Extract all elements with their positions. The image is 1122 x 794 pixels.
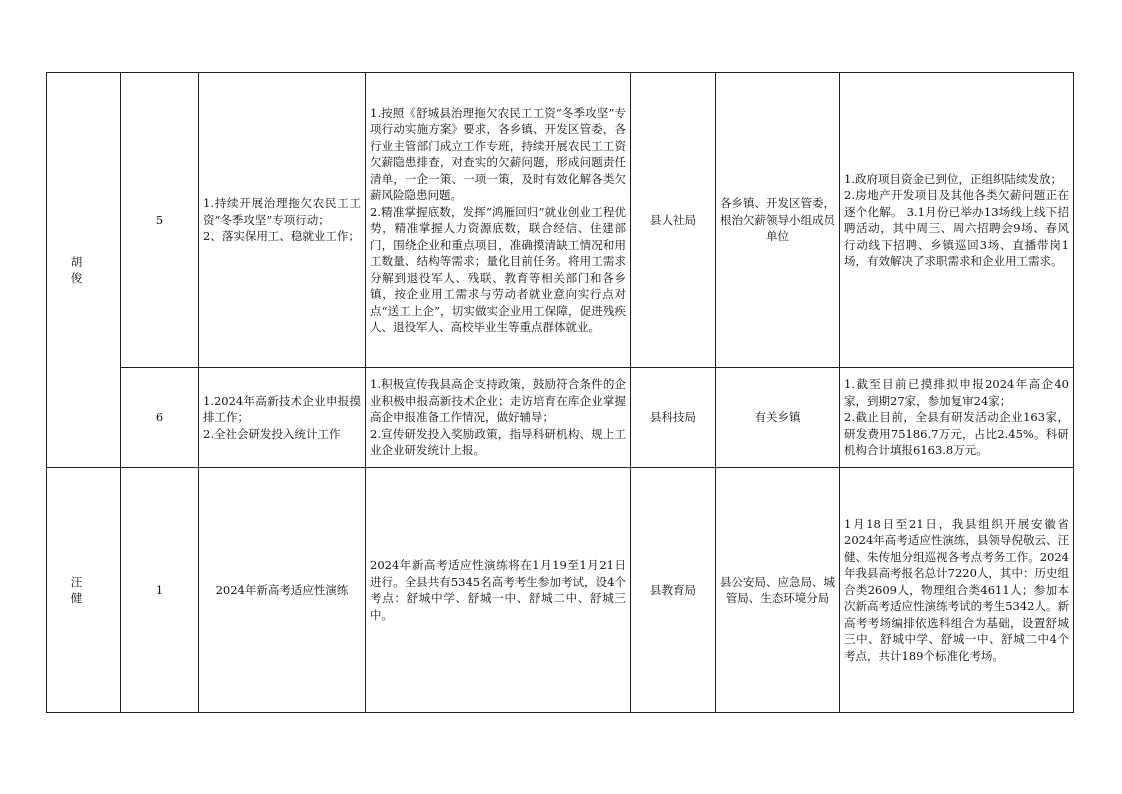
table-row: [47, 73, 1074, 368]
task-line: 1.2024年高新技术企业申报摸排工作；: [203, 393, 361, 425]
task-line: 1.持续开展治理拖欠农民工工资“冬季攻坚”专项行动；: [203, 196, 361, 227]
measures-cell: [366, 73, 631, 368]
coop-unit-cell: 各乡镇、开发区管委，根治欠薪领导小组成员单位: [716, 73, 840, 368]
task-cell: [199, 73, 366, 368]
item-seq-cell: 5: [121, 73, 199, 368]
coop-unit-cell: 有关乡镇: [716, 368, 840, 468]
task-cell: [199, 468, 366, 713]
item-seq-cell: 6: [121, 368, 199, 468]
lead-unit-cell: 县人社局: [631, 73, 716, 368]
progress-line: 1月18日至21日，我县组织开展安徽省2024年高考适应性演练，县领导倪敬云、汪健、朱传旭分组巡视各考点考务工作。2024年我县高考报名总计7220人，其中：历史组合类2609人，物理组合类4611人；参加本次新高考适应性演练考试的考生5342人。新高考考场编排依选科组合为基础，设置舒城三中、舒城中学、舒城一中、舒城二中4个考点，共计189个标准化考场。: [844, 516, 1069, 663]
progress-cell: [840, 73, 1074, 368]
measure-line: 2.精准掌握底数，发挥“鸿雁回归”就业创业工程优势，精准掌握人力资源底数，联合经信、住建部门，围绕企业和重点项目，准确摸清缺工情况和用工数量、结构等需求；量化目前任务。将用工需求分解到退役军人、残联、教育等相关部门和各乡镇，按企业用工需求与劳动者就业意向实行点对点“送工上企”，切实做实企业用工保障，促进残疾人、退役军人、高校毕业生等重点群体就业。: [370, 204, 626, 334]
measure-line: 2.宣传研发投入奖励政策，指导科研机构、规上工业企业研发统计上报。: [370, 426, 626, 458]
measure-line: 1.积极宣传我县高企支持政策，鼓励符合条件的企业积极申报高新技术企业；走访培育在库企业掌握高企申报准备工作情况，做好辅导；: [370, 377, 626, 425]
table-row: [47, 368, 1074, 468]
progress-cell: [840, 368, 1074, 468]
leader-name-cell: 汪 健: [47, 468, 121, 713]
lead-unit-cell: 县教育局: [631, 468, 716, 713]
measure-line: 2024年新高考适应性演练将在1月19至1月21日进行。全县共有5345名高考考生参加考试，设4个考点：舒城中学、舒城一中、舒城二中、舒城三中。: [370, 558, 626, 622]
task-line: 2、落实保用工、稳就业工作；: [203, 229, 360, 244]
leader-name-cell: 胡 俊: [47, 73, 121, 468]
progress-line: 1.政府项目资金已到位，正组织陆续发放；: [844, 171, 1062, 186]
item-seq-cell: 1: [121, 468, 199, 713]
supervision-table: [46, 72, 1074, 713]
progress-cell: [840, 468, 1074, 713]
lead-unit-cell: 县科技局: [631, 368, 716, 468]
coop-unit-cell: 县公安局、应急局、城管局、生态环境分局: [716, 468, 840, 713]
measures-cell: [366, 468, 631, 713]
measures-cell: [366, 368, 631, 468]
task-line: 2.全社会研发投入统计工作: [203, 426, 341, 441]
task-line: 2024年新高考适应性演练: [215, 582, 349, 597]
measure-line: 1.按照《舒城县治理拖欠农民工工资“冬季攻坚”专项行动实施方案》要求，各乡镇、开发区管委，各行业主管部门成立工作专班，持续开展农民工工资欠薪隐患排查，对查实的欠薪问题，形成问题责任清单，一企一策、一项一策，及时有效化解各类欠薪风险隐患问题。: [370, 105, 626, 202]
progress-line: 2.房地产开发项目及其他各类欠薪问题正在逐个化解。 3.1月份已举办13场线上线下招聘活动，其中周三、周六招聘会9场、春风行动线下招聘、乡镇巡回3场、直播带岗1场，有效解决了求职需求和企业用工需求。: [844, 188, 1069, 268]
progress-line: 2.截止目前，全县有研发活动企业163家，研发费用75186.7万元，占比2.45%。科研机构合计填报6163.8万元。: [844, 410, 1069, 458]
progress-line: 1.截至目前已摸排拟申报2024年高企40家，到期27家，参加复审24家；: [844, 377, 1069, 408]
task-cell: [199, 368, 366, 468]
table-row: [47, 468, 1074, 713]
